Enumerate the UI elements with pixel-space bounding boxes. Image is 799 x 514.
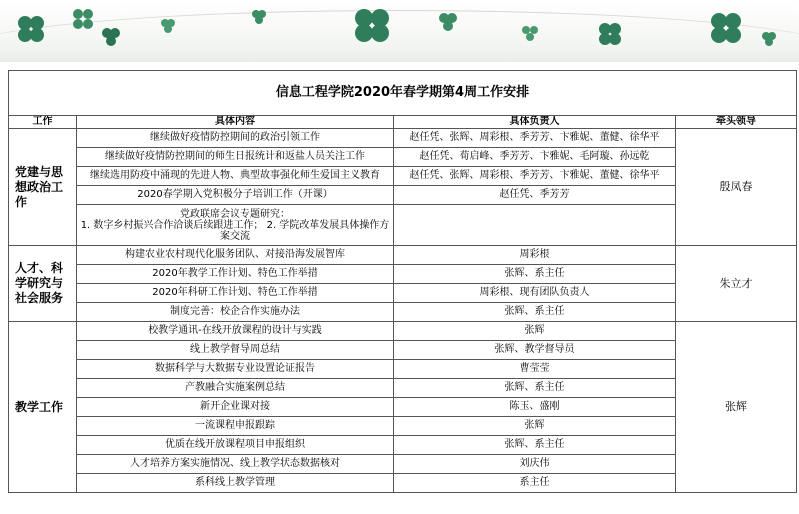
owner-cell: 陈玉、盛刚: [394, 398, 676, 417]
header-owner: 具体负责人: [394, 116, 676, 129]
clover-decoration-icon: [350, 6, 396, 46]
content-cell: 继续选用防疫中涌现的先进人物、典型故事强化师生爱国主义教育: [77, 167, 394, 186]
content-cell: 线上教学督导周总结: [77, 341, 394, 360]
owner-cell: 张辉、系主任: [394, 265, 676, 284]
owner-cell: 张辉: [394, 322, 676, 341]
header-work: 工作: [9, 116, 77, 129]
owner-cell: 张辉、教学督导员: [394, 341, 676, 360]
clover-decoration-icon: [70, 6, 96, 32]
work-schedule-table: [8, 70, 797, 493]
owner-cell: 刘庆伟: [394, 455, 676, 474]
owner-cell: 张辉、系主任: [394, 379, 676, 398]
clover-decoration-icon: [160, 18, 176, 34]
clover-decoration-icon: [14, 12, 48, 46]
owner-cell: 赵任凭、张辉、周彩根、季芳芳、卞雅妮、董健、徐华平: [394, 167, 676, 186]
table-row: [9, 322, 797, 341]
table-row: [9, 129, 797, 148]
content-cell: 2020年科研工作计划、特色工作举措: [77, 284, 394, 303]
content-cell: 2020年教学工作计划、特色工作举措: [77, 265, 394, 284]
clover-decoration-icon: [706, 8, 746, 48]
owner-cell: 张辉、系主任: [394, 303, 676, 322]
content-cell: 党政联席会议专题研究： 1. 数字乡村振兴合作洽谈后续跟进工作； 2. 学院改革发展具体操作方案交流: [77, 205, 394, 246]
clover-decoration-icon: [760, 30, 778, 48]
title-row: [9, 71, 797, 116]
content-cell: 一流课程申报跟踪: [77, 417, 394, 436]
content-cell: 产教融合实施案例总结: [77, 379, 394, 398]
owner-cell: 赵任凭、张辉、周彩根、季芳芳、卞雅妮、董健、徐华平: [394, 129, 676, 148]
owner-cell: 系主任: [394, 474, 676, 493]
content-cell: 继续做好疫情防控期间的师生日报统计和返盐人员关注工作: [77, 148, 394, 167]
owner-cell: 周彩根、现有团队负责人: [394, 284, 676, 303]
clover-decoration-icon: [436, 10, 460, 34]
owner-cell: 赵任凭、季芳芳: [394, 186, 676, 205]
content-cell: 人才培养方案实施情况、线上教学状态数据核对: [77, 455, 394, 474]
clover-decoration-icon: [596, 20, 624, 48]
clover-decoration-icon: [100, 26, 122, 48]
leader-cell: 殷凤春: [676, 129, 797, 246]
content-cell: 数据科学与大数据专业设置论证报告: [77, 360, 394, 379]
table-title: 信息工程学院2020年春学期第4周工作安排: [9, 71, 797, 116]
clover-decoration-icon: [520, 24, 540, 44]
header-row: [9, 116, 797, 129]
content-cell: 新开企业课对接: [77, 398, 394, 417]
schedule-sheet: [0, 62, 799, 514]
clover-decoration-icon: [250, 8, 268, 26]
content-cell: 制度完善：校企合作实施办法: [77, 303, 394, 322]
content-cell: 优质在线开放课程项目申报组织: [77, 436, 394, 455]
owner-cell: 周彩根: [394, 246, 676, 265]
owner-cell: 张辉、系主任: [394, 436, 676, 455]
leader-cell: 张辉: [676, 322, 797, 493]
content-cell: 2020春学期入党积极分子培训工作（开课）: [77, 186, 394, 205]
content-cell: 校教学通讯-在线开放课程的设计与实践: [77, 322, 394, 341]
category-cell: 党建与思想政治工作: [9, 129, 77, 246]
table-row: [9, 246, 797, 265]
content-cell: 继续做好疫情防控期间的政治引领工作: [77, 129, 394, 148]
content-cell: 构建农业农村现代化服务团队、对接沿海发展智库: [77, 246, 394, 265]
category-cell: 教学工作: [9, 322, 77, 493]
owner-cell: 曹莹莹: [394, 360, 676, 379]
leader-cell: 朱立才: [676, 246, 797, 322]
owner-cell: 赵任凭、荀启峰、季芳芳、卞雅妮、毛阿璇、孙远乾: [394, 148, 676, 167]
header-content: 具体内容: [77, 116, 394, 129]
decorative-banner: [0, 0, 799, 62]
content-cell: 系科线上教学管理: [77, 474, 394, 493]
category-cell: 人才、科学研究与社会服务: [9, 246, 77, 322]
header-leader: 牵头领导: [676, 116, 797, 129]
owner-cell: 张辉: [394, 417, 676, 436]
owner-cell: [394, 205, 676, 246]
